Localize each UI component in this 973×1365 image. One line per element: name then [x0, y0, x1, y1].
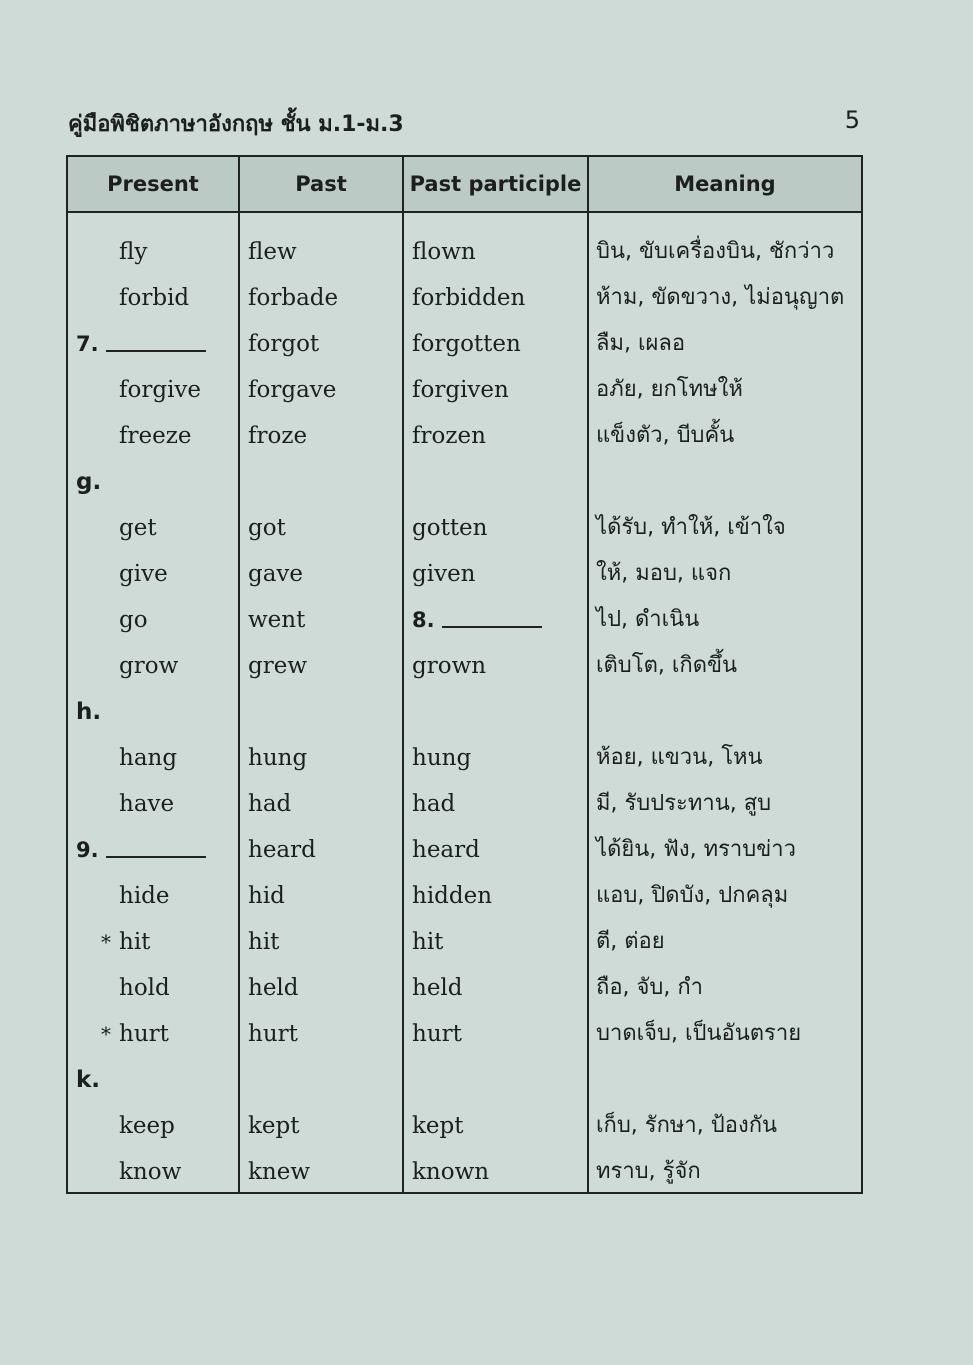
present-form: know: [119, 1159, 182, 1185]
column-header-meaning: Meaning: [674, 172, 776, 196]
table-row: [68, 505, 861, 551]
table-row: [68, 781, 861, 827]
table-row: [68, 275, 861, 321]
table-row: [68, 551, 861, 597]
past-form: forgave: [248, 377, 337, 403]
table-row: [68, 735, 861, 781]
exercise-number: 8.: [412, 608, 435, 632]
section-letter: k.: [76, 1067, 101, 1093]
thai-meaning: บิน, ขับเครื่องบิน, ชักว่าว: [596, 239, 835, 264]
irregular-verb-table: [66, 155, 863, 1194]
table-row: [68, 643, 861, 689]
present-form: hide: [119, 883, 170, 909]
past-form: forbade: [248, 285, 339, 311]
table-row: [68, 321, 861, 367]
past-participle-form: hidden: [412, 883, 493, 909]
answer-blank: [106, 350, 206, 352]
past-participle-form: heard: [412, 837, 480, 863]
table-row: [68, 965, 861, 1011]
past-participle-form: gotten: [412, 515, 488, 541]
present-form: freeze: [119, 423, 192, 449]
table-row: [68, 229, 861, 275]
past-participle-form: kept: [412, 1113, 464, 1139]
column-header-past: Past: [295, 172, 347, 196]
exercise-number: 7.: [76, 332, 99, 356]
thai-meaning: บาดเจ็บ, เป็นอันตราย: [596, 1021, 802, 1046]
thai-meaning: ห้าม, ขัดขวาง, ไม่อนุญาต: [596, 285, 845, 310]
table-row: [68, 413, 861, 459]
table-row: [68, 827, 861, 873]
thai-meaning: เก็บ, รักษา, ป้องกัน: [596, 1113, 778, 1138]
past-form: kept: [248, 1113, 300, 1139]
section-letter: h.: [76, 699, 102, 725]
past-participle-form: forbidden: [412, 285, 526, 311]
present-form: fly: [119, 239, 148, 265]
same-form-marker: *: [101, 930, 111, 954]
past-participle-form: forgotten: [412, 331, 521, 357]
past-participle-form: given: [412, 561, 476, 587]
present-form: hit: [119, 929, 151, 955]
past-form: heard: [248, 837, 316, 863]
thai-meaning: ห้อย, แขวน, โหน: [596, 745, 763, 770]
column-header-past-participle: Past participle: [409, 172, 582, 196]
thai-meaning: เติบโต, เกิดขึ้น: [596, 653, 738, 678]
thai-meaning: ถือ, จับ, กำ: [596, 975, 704, 1000]
thai-meaning: ได้รับ, ทำให้, เข้าใจ: [596, 515, 786, 540]
past-form: hid: [248, 883, 285, 909]
page-header: [68, 104, 860, 144]
past-form: hit: [248, 929, 280, 955]
past-form: froze: [248, 423, 308, 449]
past-participle-form: held: [412, 975, 463, 1001]
past-form: grew: [248, 653, 308, 679]
past-participle-form: frozen: [412, 423, 486, 449]
book-title: คู่มือพิชิตภาษาอังกฤษ ชั้น ม.1-ม.3: [68, 112, 404, 137]
thai-meaning: ลืม, เผลอ: [596, 331, 686, 356]
thai-meaning: ได้ยิน, ฟัง, ทราบข่าว: [596, 837, 796, 862]
past-participle-form: hurt: [412, 1021, 462, 1047]
table-row: [68, 597, 861, 643]
table-row: [68, 919, 861, 965]
thai-meaning: ไป, ดำเนิน: [596, 607, 700, 632]
past-participle-form: flown: [412, 239, 476, 265]
present-form: hold: [119, 975, 170, 1001]
thai-meaning: อภัย, ยกโทษให้: [596, 377, 743, 402]
thai-meaning: แข็งตัว, บีบคั้น: [596, 423, 735, 448]
same-form-marker: *: [101, 1022, 111, 1046]
past-form: forgot: [248, 331, 320, 357]
table-row: [68, 1011, 861, 1057]
past-form: went: [248, 607, 306, 633]
present-form: hang: [119, 745, 178, 771]
present-form: get: [119, 515, 157, 541]
present-form: go: [119, 607, 148, 633]
past-form: held: [248, 975, 299, 1001]
past-form: had: [248, 791, 292, 817]
section-letter-row: [68, 1057, 861, 1103]
past-form: hurt: [248, 1021, 298, 1047]
past-participle-form: forgiven: [412, 377, 509, 403]
past-form: gave: [248, 561, 304, 587]
answer-blank: [442, 626, 542, 628]
past-form: got: [248, 515, 286, 541]
table-header: [68, 157, 861, 213]
present-form: give: [119, 561, 168, 587]
column-header-present: Present: [107, 172, 199, 196]
present-form: grow: [119, 653, 179, 679]
table-row: [68, 1149, 861, 1195]
past-participle-form: grown: [412, 653, 487, 679]
section-letter: g.: [76, 469, 102, 495]
thai-meaning: ทราบ, รู้จัก: [596, 1159, 701, 1184]
exercise-number: 9.: [76, 838, 99, 862]
present-form: keep: [119, 1113, 175, 1139]
past-participle-form: had: [412, 791, 456, 817]
table-row: [68, 873, 861, 919]
thai-meaning: แอบ, ปิดบัง, ปกคลุม: [596, 883, 789, 908]
past-form: knew: [248, 1159, 311, 1185]
thai-meaning: มี, รับประทาน, สูบ: [596, 791, 772, 816]
section-letter-row: [68, 689, 861, 735]
present-form: hurt: [119, 1021, 169, 1047]
table-row: [68, 1103, 861, 1149]
past-form: flew: [248, 239, 297, 265]
past-participle-form: hung: [412, 745, 472, 771]
past-participle-form: hit: [412, 929, 444, 955]
past-form: hung: [248, 745, 308, 771]
thai-meaning: ให้, มอบ, แจก: [596, 561, 732, 586]
table-row: [68, 367, 861, 413]
present-form: forbid: [119, 285, 190, 311]
section-letter-row: [68, 459, 861, 505]
present-form: forgive: [119, 377, 202, 403]
past-participle-form: known: [412, 1159, 490, 1185]
answer-blank: [106, 856, 206, 858]
thai-meaning: ตี, ต่อย: [596, 929, 665, 954]
page-number: 5: [844, 106, 860, 134]
present-form: have: [119, 791, 175, 817]
